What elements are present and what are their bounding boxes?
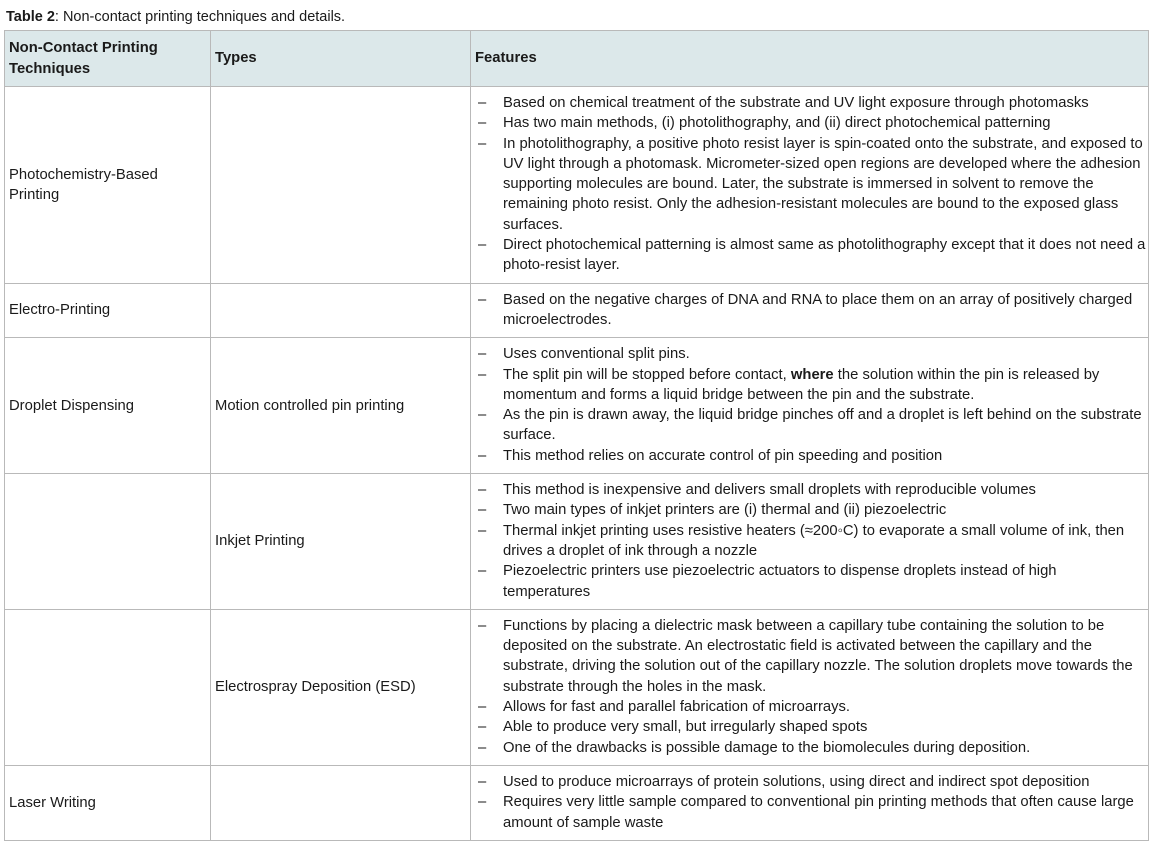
feature-list — [475, 344, 1146, 466]
feature-item: – Piezoelectric printers use piezoelectric actuators to dispense droplets instead of high temperatures — [475, 561, 1146, 602]
table-caption-text: : Non-contact printing techniques and details. — [54, 9, 346, 25]
feature-item: – As the pin is drawn away, the liquid bridge pinches off and a droplet is left behind on the substrate surface. — [475, 405, 1146, 446]
table-caption-label: Table 2 — [6, 9, 55, 25]
header-features: Features — [471, 31, 1149, 87]
cell-features — [471, 609, 1149, 765]
cell-technique: Droplet Dispensing — [5, 338, 211, 474]
cell-features — [471, 338, 1149, 474]
feature-item: – Allows for fast and parallel fabrication of microarrays. — [475, 697, 1146, 717]
cell-features — [471, 87, 1149, 284]
cell-type — [211, 283, 471, 338]
cell-type: Inkjet Printing — [211, 474, 471, 610]
feature-item: – Uses conventional split pins. — [475, 344, 1146, 364]
header-types: Types — [211, 31, 471, 87]
table-row — [5, 338, 1149, 474]
cell-type: Motion controlled pin printing — [211, 338, 471, 474]
feature-item: – Functions by placing a dielectric mask between a capillary tube containing the solution to be deposited on the substrate. An electrostatic field is activated between the capillary and the substrate, driving the solution out of the capillary nozzle. The solution droplets move towards the substrate through the holes in the mask. — [475, 616, 1146, 697]
table-caption — [6, 8, 345, 26]
feature-list — [475, 480, 1146, 602]
table-header-row — [5, 31, 1149, 87]
table-row — [5, 283, 1149, 338]
feature-item: – This method relies on accurate control of pin speeding and position — [475, 446, 1146, 466]
cell-features — [471, 765, 1149, 840]
feature-item: – Has two main methods, (i) photolithography, and (ii) direct photochemical patterning — [475, 113, 1146, 133]
table-row — [5, 474, 1149, 610]
feature-item: – Based on the negative charges of DNA and RNA to place them on an array of positively charged microelectrodes. — [475, 290, 1146, 331]
cell-technique: Electro-Printing — [5, 283, 211, 338]
feature-item: – Two main types of inkjet printers are (i) thermal and (ii) piezoelectric — [475, 500, 1146, 520]
feature-item: – Requires very little sample compared to conventional pin printing methods that often cause large amount of sample waste — [475, 792, 1146, 833]
table-row — [5, 87, 1149, 284]
cell-type — [211, 87, 471, 284]
cell-technique: Laser Writing — [5, 765, 211, 840]
feature-list — [475, 772, 1146, 833]
cell-features — [471, 474, 1149, 610]
feature-item: – This method is inexpensive and delivers small droplets with reproducible volumes — [475, 480, 1146, 500]
cell-technique: Photochemistry-Based Printing — [5, 87, 211, 284]
cell-technique — [5, 474, 211, 610]
feature-text-after: the solution within the pin is released by momentum and forms a liquid bridge between the pin and the substrate. — [503, 366, 1100, 403]
table-row — [5, 765, 1149, 840]
feature-item: – In photolithography, a positive photo resist layer is spin-coated onto the substrate, and exposed to UV light through a photomask. Micrometer-sized open regions are developed where the adhesion supporting molecules are bound. Later, the substrate is immersed in solvent to remove the remaining photo resist. Only the adhesion-resistant molecules are bound to the exposed glass surfaces. — [475, 134, 1146, 235]
feature-item: – Used to produce microarrays of protein solutions, using direct and indirect spot deposition — [475, 772, 1146, 792]
cell-features — [471, 283, 1149, 338]
feature-item: – Based on chemical treatment of the substrate and UV light exposure through photomasks — [475, 93, 1146, 113]
feature-item: – Able to produce very small, but irregularly shaped spots — [475, 717, 1146, 737]
feature-list — [475, 93, 1146, 276]
feature-item: – Direct photochemical patterning is almost same as photolithography except that it does not need a photo-resist layer. — [475, 235, 1146, 276]
cell-type: Electrospray Deposition (ESD) — [211, 609, 471, 765]
feature-list — [475, 616, 1146, 758]
feature-item — [475, 365, 1146, 406]
cell-technique — [5, 609, 211, 765]
feature-item: – Thermal inkjet printing uses resistive heaters (≈200◦C) to evaporate a small volume of ink, then drives a droplet of ink through a nozzle — [475, 521, 1146, 562]
cell-type — [211, 765, 471, 840]
table-row — [5, 609, 1149, 765]
feature-item: – One of the drawbacks is possible damage to the biomolecules during deposition. — [475, 738, 1146, 758]
feature-text-before: The split pin will be stopped before contact, — [503, 366, 791, 383]
feature-list — [475, 290, 1146, 331]
techniques-table — [4, 30, 1149, 841]
header-techniques: Non-Contact Printing Techniques — [5, 31, 211, 87]
feature-text-bold: where — [790, 366, 834, 383]
